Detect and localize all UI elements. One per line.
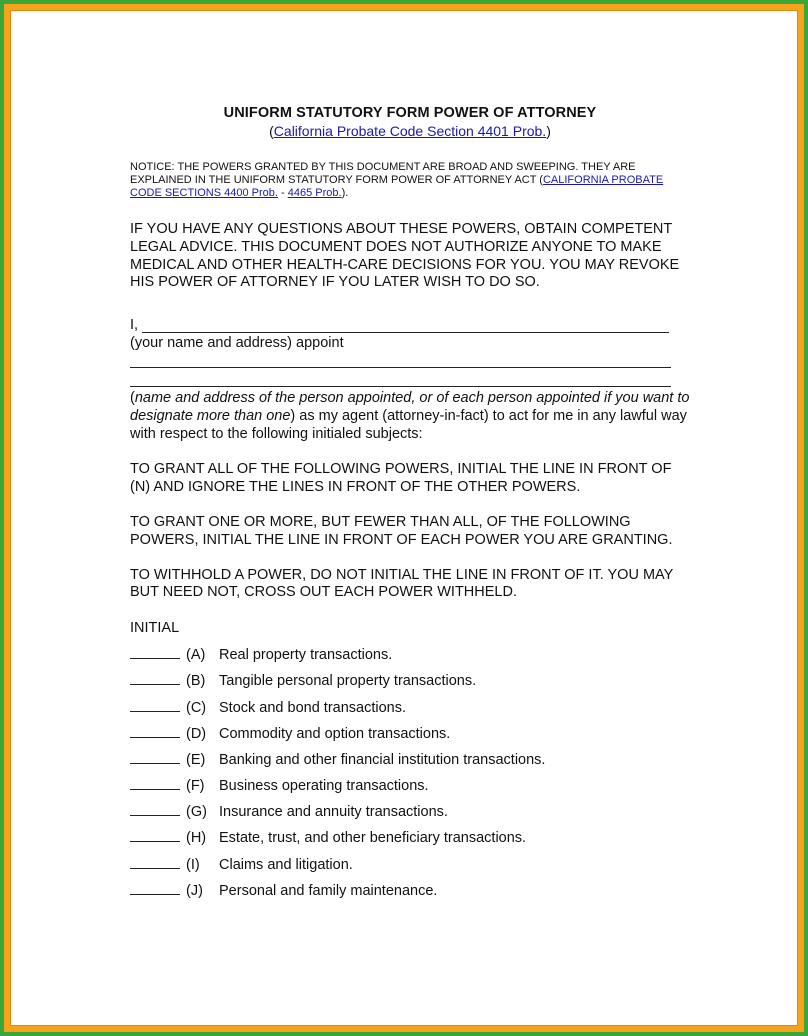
power-item bbox=[130, 881, 690, 907]
your-name-label: (your name and address) appoint bbox=[130, 335, 344, 352]
i-label: I, bbox=[130, 317, 139, 334]
power-item bbox=[130, 828, 690, 854]
initial-field[interactable] bbox=[130, 828, 180, 842]
power-item bbox=[130, 750, 690, 776]
agent-open-paren: ( bbox=[130, 389, 135, 406]
power-code: (D) bbox=[186, 725, 207, 742]
power-code: (E) bbox=[186, 751, 206, 768]
power-description: Personal and family maintenance. bbox=[219, 882, 438, 899]
power-code: (J) bbox=[186, 882, 203, 899]
power-description: Insurance and annuity transactions. bbox=[219, 804, 448, 821]
initial-field[interactable] bbox=[130, 724, 180, 738]
power-code: (G) bbox=[186, 804, 207, 821]
notice-text: NOTICE: THE POWERS GRANTED BY THIS DOCUMENT ARE BROAD AND SWEEPING. THEY ARE EXPLAINED IN THE UNIFORM STATUTORY FORM POWER OF ATTORNEY ACT ( bbox=[130, 161, 636, 186]
form-subtitle bbox=[130, 123, 690, 139]
agent-name-field-line-1[interactable] bbox=[130, 367, 671, 368]
powers-list bbox=[130, 645, 690, 907]
power-description: Estate, trust, and other beneficiary transactions. bbox=[219, 830, 527, 847]
form-body bbox=[130, 105, 690, 907]
power-code: (C) bbox=[186, 699, 207, 716]
power-description: Claims and litigation. bbox=[219, 856, 353, 873]
initial-field[interactable] bbox=[130, 645, 180, 659]
power-code: (F) bbox=[186, 778, 205, 795]
initial-heading: INITIAL bbox=[130, 620, 180, 637]
subtitle-close-paren: ) bbox=[546, 123, 551, 139]
initial-field[interactable] bbox=[130, 671, 180, 685]
initial-field[interactable] bbox=[130, 855, 180, 869]
probate-code-4400-link[interactable]: CALIFORNIA PROBATE CODE SECTIONS 4400 Prob. bbox=[130, 174, 664, 199]
power-item bbox=[130, 724, 690, 750]
power-item bbox=[130, 645, 690, 671]
agent-designation-paragraph bbox=[130, 390, 690, 443]
initial-field[interactable] bbox=[130, 698, 180, 712]
grant-some-instruction: TO GRANT ONE OR MORE, BUT FEWER THAN ALL, OF THE FOLLOWING POWERS, INITIAL THE LINE IN FRONT OF EACH POWER YOU ARE GRANTING. bbox=[130, 513, 673, 548]
principal-name-field[interactable] bbox=[142, 318, 669, 333]
initial-field[interactable] bbox=[130, 750, 180, 764]
notice-end: ). bbox=[341, 187, 349, 199]
power-item bbox=[130, 671, 690, 697]
form-title: UNIFORM STATUTORY FORM POWER OF ATTORNEY bbox=[223, 105, 597, 121]
power-item bbox=[130, 855, 690, 881]
power-description: Tangible personal property transactions. bbox=[219, 673, 477, 690]
agent-name-field-line-2[interactable] bbox=[130, 386, 671, 387]
principal-name-row bbox=[130, 317, 690, 333]
decorative-frame-inner bbox=[4, 4, 804, 1032]
power-code: (B) bbox=[186, 673, 206, 690]
power-description: Business operating transactions. bbox=[219, 778, 429, 795]
power-description: Banking and other financial institution transactions. bbox=[219, 751, 546, 768]
power-description: Real property transactions. bbox=[219, 647, 393, 664]
document-sheet bbox=[10, 10, 798, 1026]
power-code: (A) bbox=[186, 647, 206, 664]
initial-field[interactable] bbox=[130, 802, 180, 816]
notice-separator: - bbox=[277, 187, 288, 199]
power-description: Commodity and option transactions. bbox=[219, 725, 451, 742]
power-code: (H) bbox=[186, 830, 207, 847]
notice-paragraph bbox=[130, 161, 690, 200]
initial-field[interactable] bbox=[130, 776, 180, 790]
probate-code-4465-link[interactable]: 4465 Prob. bbox=[287, 187, 342, 199]
power-item bbox=[130, 776, 690, 802]
legal-advice-paragraph: IF YOU HAVE ANY QUESTIONS ABOUT THESE POWERS, OBTAIN COMPETENT LEGAL ADVICE. THIS DOCUMENT DOES NOT AUTHORIZE ANYONE TO MAKE MEDICAL AND OTHER HEALTH-CARE DECISIONS FOR YOU. YOU MAY REVOKE HIS POWER OF ATTORNEY IF YOU LATER WISH TO DO SO. bbox=[130, 221, 680, 291]
subtitle-open-paren: ( bbox=[269, 123, 274, 139]
power-description: Stock and bond transactions. bbox=[219, 699, 407, 716]
power-item bbox=[130, 698, 690, 724]
power-code: (I) bbox=[186, 856, 200, 873]
power-item bbox=[130, 802, 690, 828]
agent-rest-text: ) as my agent (attorney-in-fact) to act for me in any lawful way with respect to the following initialed subjects: bbox=[130, 407, 687, 442]
grant-all-instruction: TO GRANT ALL OF THE FOLLOWING POWERS, INITIAL THE LINE IN FRONT OF (N) AND IGNORE THE LINES IN FRONT OF THE OTHER POWERS. bbox=[130, 461, 672, 496]
initial-field[interactable] bbox=[130, 881, 180, 895]
probate-code-4401-link[interactable]: California Probate Code Section 4401 Prob. bbox=[273, 123, 547, 139]
agent-italic-text: name and address of the person appointed, or of each person appointed if you want to designate more than one bbox=[130, 389, 690, 424]
withhold-instruction: TO WITHHOLD A POWER, DO NOT INITIAL THE LINE IN FRONT OF IT. YOU MAY BUT NEED NOT, CROSS OUT EACH POWER WITHHELD. bbox=[130, 566, 674, 601]
